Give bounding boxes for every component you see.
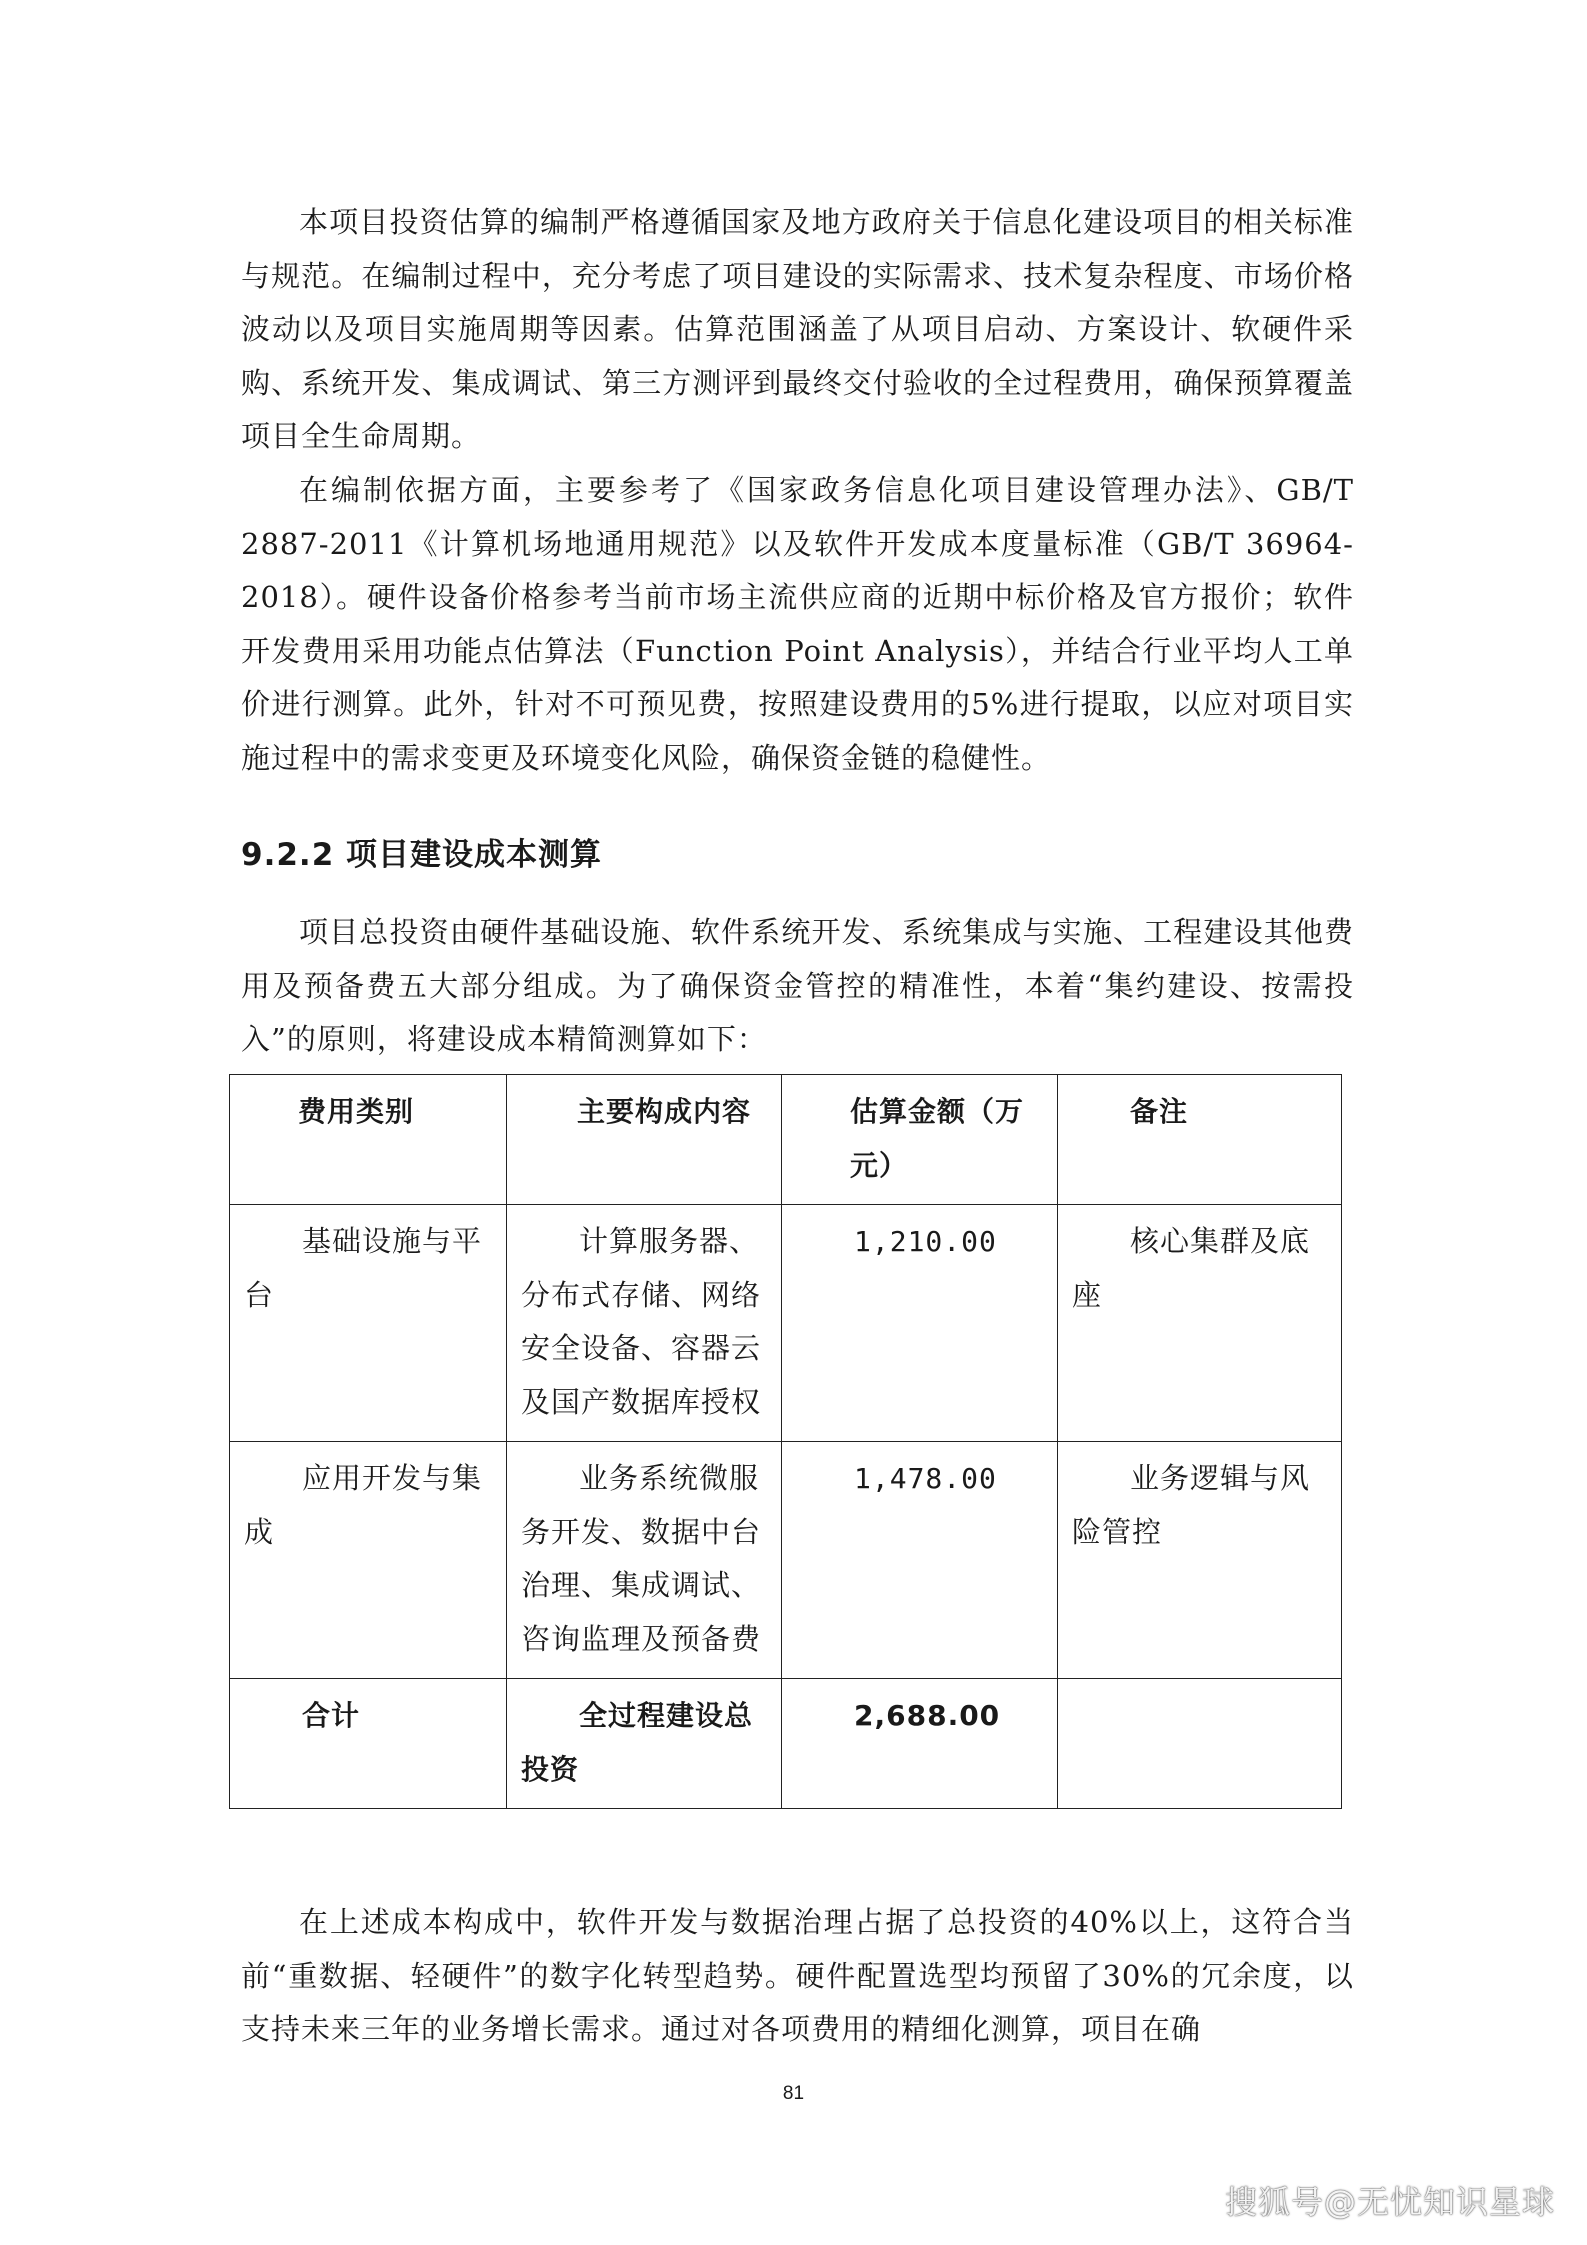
cell-note: 核心集群及底座 (1058, 1205, 1342, 1442)
table-row (230, 1205, 1342, 1442)
cell-category: 应用开发与集成 (230, 1442, 507, 1679)
table-header-row (230, 1075, 1342, 1205)
body-paragraph-basis-scope: 本项目投资估算的编制严格遵循国家及地方政府关于信息化建设项目的相关标准与规范。在编制过程中，充分考虑了项目建设的实际需求、技术复杂程度、市场价格波动以及项目实施周期等因素。估算范围涵盖了从项目启动、方案设计、软硬件采购、系统开发、集成调试、第三方测评到最终交付验收的全过程费用，确保预算覆盖项目全生命周期。 (241, 205, 1354, 453)
section-intro-paragraph: 项目总投资由硬件基础设施、软件系统开发、系统集成与实施、工程建设其他费用及预备费五大部分组成。为了确保资金管控的精准性，本着“集约建设、按需投入”的原则，将建设成本精简测算如下： (241, 915, 1354, 1056)
cost-estimate-table (229, 1074, 1342, 1809)
header-main-content: 主要构成内容 (507, 1075, 782, 1205)
table-total-row (230, 1679, 1342, 1809)
page-number: 81 (782, 2083, 805, 2104)
header-cost-category: 费用类别 (230, 1075, 507, 1205)
section-heading: 9.2.2 项目建设成本测算 (241, 837, 603, 873)
cell-note: 业务逻辑与风险管控 (1058, 1442, 1342, 1679)
closing-paragraph: 在上述成本构成中，软件开发与数据治理占据了总投资的40%以上，这符合当前“重数据、轻硬件”的数字化转型趋势。硬件配置选型均预留了30%的冗余度，以支持未来三年的业务增长需求。通过对各项费用的精细化测算，项目在确 (241, 1905, 1354, 2046)
cell-amount: 1,478.00 (782, 1442, 1058, 1679)
cell-total-label: 合计 (230, 1679, 507, 1809)
cell-amount: 1,210.00 (782, 1205, 1058, 1442)
cell-total-note (1058, 1679, 1342, 1809)
header-estimated-amount: 估算金额（万元） (782, 1075, 1058, 1205)
body-paragraph-basis-references: 在编制依据方面，主要参考了《国家政务信息化项目建设管理办法》、GB/T 2887-2011《计算机场地通用规范》以及软件开发成本度量标准（GB/T 36964-2018）。硬件设备价格参考当前市场主流供应商的近期中标价格及官方报价；软件开发费用采用功能点估算法（Function Point Analysis），并结合行业平均人工单价进行测算。此外，针对不可预见费，按照建设费用的5%进行提取，以应对项目实施过程中的需求变更及环境变化风险，确保资金链的稳健性。 (241, 473, 1354, 775)
cell-total-content: 全过程建设总投资 (507, 1679, 782, 1809)
table-row (230, 1442, 1342, 1679)
cell-content: 计算服务器、分布式存储、网络安全设备、容器云及国产数据库授权 (507, 1205, 782, 1442)
header-remarks: 备注 (1058, 1075, 1342, 1205)
cell-category: 基础设施与平台 (230, 1205, 507, 1442)
cell-content: 业务系统微服务开发、数据中台治理、集成调试、咨询监理及预备费 (507, 1442, 782, 1679)
cell-total-amount: 2,688.00 (782, 1679, 1058, 1809)
watermark-text: 搜狐号@无忧知识星球 (1224, 2183, 1555, 2221)
